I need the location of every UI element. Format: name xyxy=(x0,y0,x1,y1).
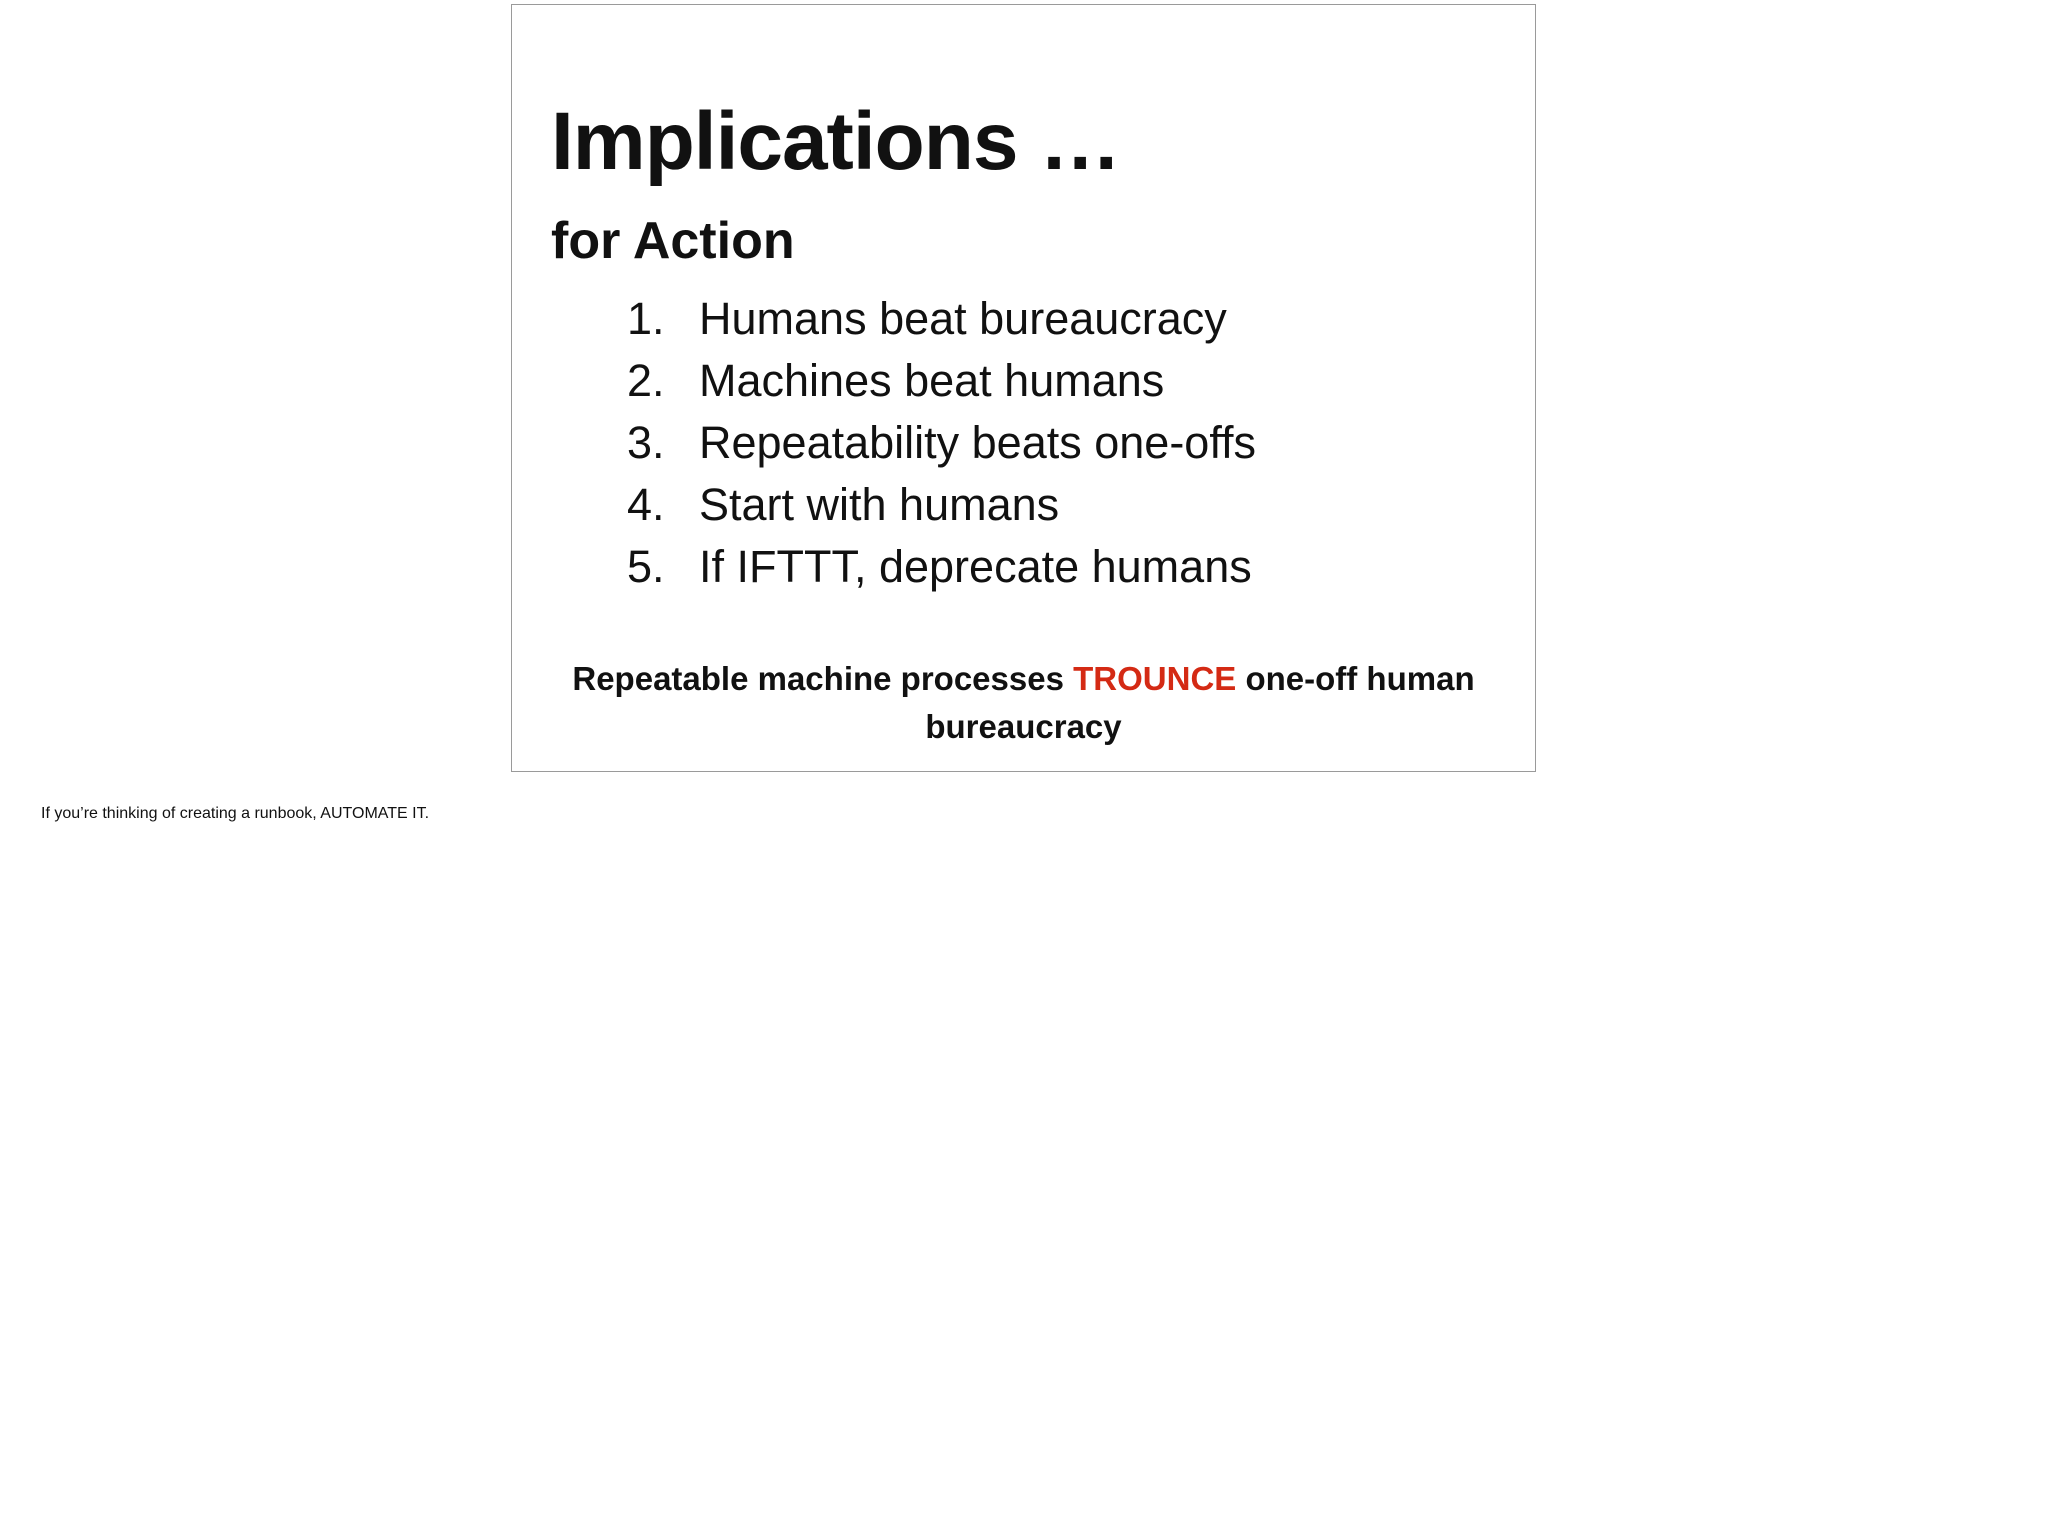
tagline-text-after: one-off human xyxy=(1236,660,1475,697)
list-item-number: 2. xyxy=(627,355,665,406)
list-item-number: 1. xyxy=(627,293,665,344)
list-item xyxy=(627,474,1256,536)
list-item xyxy=(627,412,1256,474)
slide-title: Implications … xyxy=(551,96,1121,187)
slide-subtitle: for Action xyxy=(551,212,795,270)
slide xyxy=(511,4,1536,772)
list-item-text: If IFTTT, deprecate humans xyxy=(699,541,1252,592)
tagline-highlight: TROUNCE xyxy=(1073,660,1237,697)
list-item xyxy=(627,350,1256,412)
list-item-text: Humans beat bureaucracy xyxy=(699,293,1227,344)
list-item xyxy=(627,288,1256,350)
list-item-number: 5. xyxy=(627,541,665,592)
tagline xyxy=(512,655,1535,751)
list-item-number: 3. xyxy=(627,417,665,468)
tagline-text-before: Repeatable machine processes xyxy=(572,660,1074,697)
list-item-text: Start with humans xyxy=(699,479,1060,530)
action-list xyxy=(627,288,1256,598)
list-item-text: Repeatability beats one-offs xyxy=(699,417,1257,468)
list-item-text: Machines beat humans xyxy=(699,355,1165,406)
speaker-note: If you’re thinking of creating a runbook, AUTOMATE IT. xyxy=(41,805,430,822)
list-item xyxy=(627,536,1256,598)
tagline-line-1 xyxy=(512,655,1535,703)
list-item-number: 4. xyxy=(627,479,665,530)
tagline-line-2: bureaucracy xyxy=(925,708,1122,745)
